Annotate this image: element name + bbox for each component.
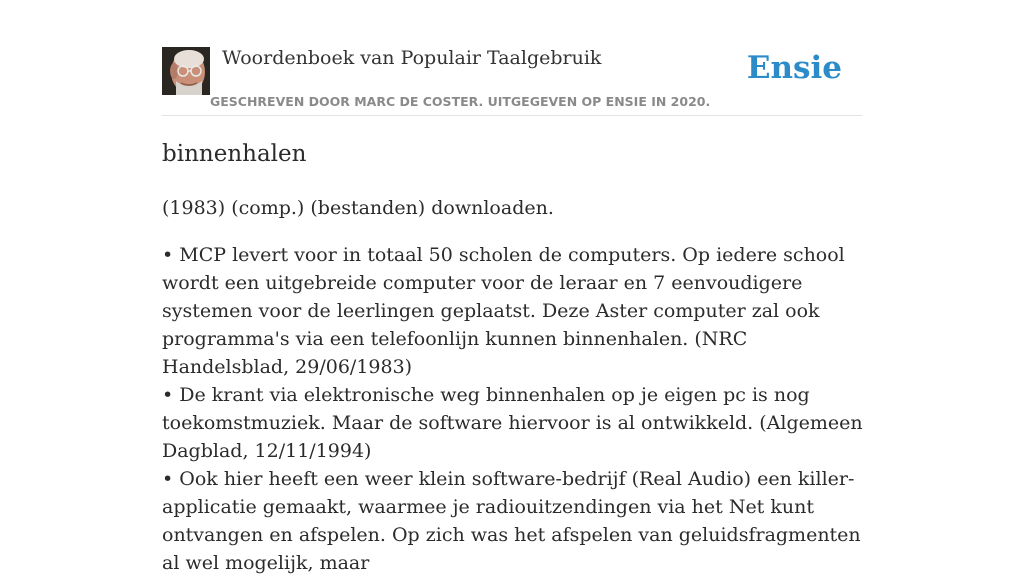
quote-item: • De krant via elektronische weg binnenhalen op je eigen pc is nog toekomstmuziek. Maar de software hiervoor is al ontwikkeld. (Algemeen Dagblad, 12/11/1994) [162, 384, 863, 462]
author-photo-icon [162, 47, 210, 95]
quote-item: • Ook hier heeft een weer klein software-bedrijf (Real Audio) een killer-applicatie gemaakt, waarmee je radiouitzendingen via het Net kunt ontvangen en afspelen. Op zich was het afspelen van geluidsfragmenten al wel mogelijk, maar [162, 468, 861, 574]
author-byline: GESCHREVEN DOOR MARC DE COSTER. UITGEGEVEN OP ENSIE IN 2020. [210, 94, 711, 109]
entry-definition: (1983) (comp.) (bestanden) downloaden. [162, 197, 554, 219]
entry-quotes [162, 241, 864, 577]
book-title[interactable]: Woordenboek van Populair Taalgebruik [222, 47, 602, 69]
page-header [162, 45, 862, 116]
ensie-logo-link[interactable]: Ensie [746, 50, 842, 86]
author-avatar[interactable] [162, 47, 210, 95]
quote-item: • MCP levert voor in totaal 50 scholen de computers. Op iedere school wordt een uitgebreide computer voor de leraar en 7 eenvoudigere systemen voor de leerlingen geplaatst. Deze Aster computer zal ook programma's via een telefoonlijn kunnen binnenhalen. (NRC Handelsblad, 29/06/1983) [162, 244, 845, 378]
entry-headword: binnenhalen [162, 141, 307, 167]
dictionary-entry [162, 136, 864, 577]
